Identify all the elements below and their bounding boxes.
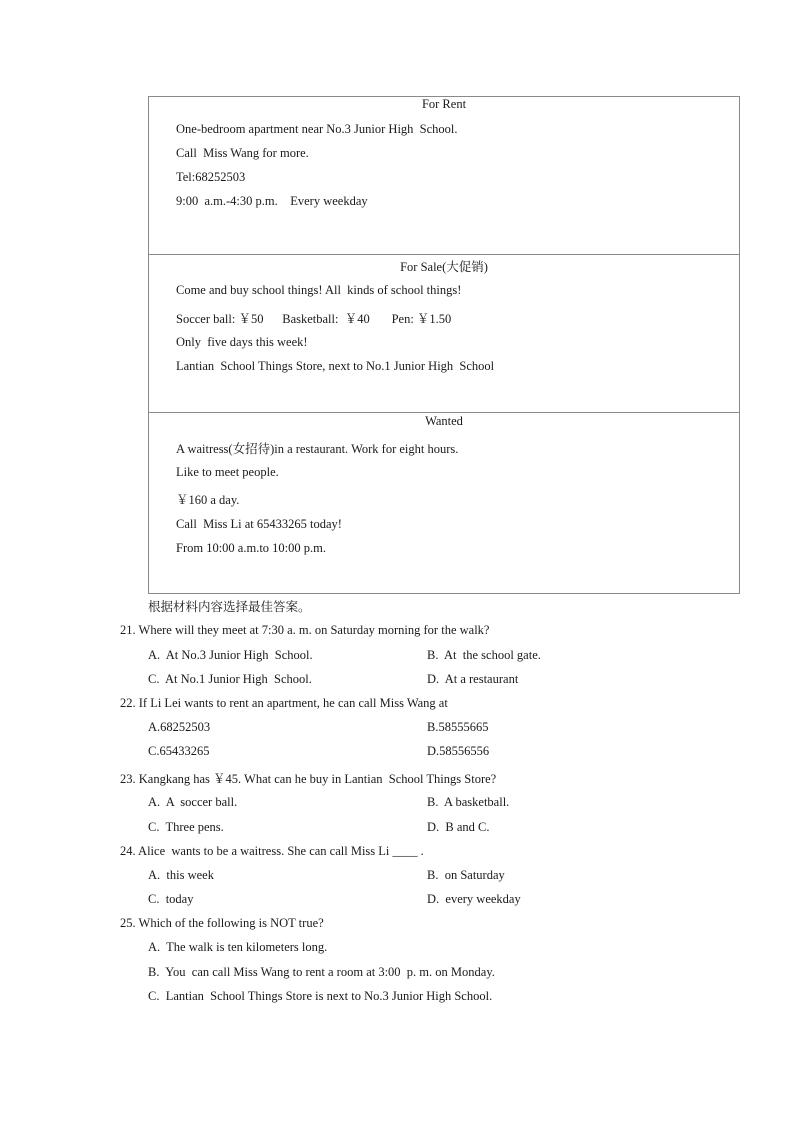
question-text: 22. If Li Lei wants to rent an apartment, he can call Miss Wang at (120, 696, 448, 710)
ad-for-rent (149, 97, 739, 254)
advertisement-box (148, 96, 740, 594)
option-d: D.58556556 (427, 744, 490, 758)
ad-wanted (149, 412, 739, 596)
option-c: C. Lantian School Things Store is next to No.3 Junior High School. (148, 989, 493, 1003)
question-text: 24. Alice wants to be a waitress. She can call Miss Li ____ . (120, 844, 424, 858)
ad-title: For Rent (421, 97, 467, 111)
option-a: A. this week (148, 868, 214, 882)
option-b: B. At the school gate. (427, 648, 541, 662)
option-c: C. today (148, 892, 194, 906)
ad-for-sale (149, 254, 739, 413)
option-b: B. on Saturday (427, 868, 505, 882)
option-b: B. You can call Miss Wang to rent a room at 3:00 p. m. on Monday. (148, 965, 495, 979)
ad-line: Only five days this week! (176, 335, 308, 349)
instruction-prompt: 根据材料内容选择最佳答案。 (148, 600, 311, 614)
ad-line: Lantian School Things Store, next to No.1 Junior High School (176, 359, 495, 373)
ad-line: Tel:68252503 (176, 170, 246, 184)
option-a: A. The walk is ten kilometers long. (148, 940, 328, 954)
option-d: D. B and C. (427, 820, 490, 834)
ad-line: From 10:00 a.m.to 10:00 p.m. (176, 541, 326, 555)
ad-line: Call Miss Wang for more. (176, 146, 309, 160)
ad-title: Wanted (425, 414, 463, 428)
option-b: B.58555665 (427, 720, 489, 734)
ad-line: Come and buy school things! All kinds of school things! (176, 283, 462, 297)
option-a: A. A soccer ball. (148, 795, 238, 809)
ad-line: ￥160 a day. (176, 493, 240, 507)
ad-line: One-bedroom apartment near No.3 Junior High School. (176, 122, 458, 136)
ad-line: A waitress(女招待)in a restaurant. Work for eight hours. (176, 442, 459, 456)
option-a: A.68252503 (148, 720, 211, 734)
ad-line: Soccer ball: ￥50 Basketball: ￥40 Pen: ￥1.50 (176, 312, 452, 326)
ad-line: Call Miss Li at 65433265 today! (176, 517, 342, 531)
option-b: B. A basketball. (427, 795, 510, 809)
question-text: 23. Kangkang has ￥45. What can he buy in Lantian School Things Store? (120, 772, 497, 786)
ad-title: For Sale(大促销) (400, 260, 488, 274)
ad-line: Like to meet people. (176, 465, 279, 479)
option-c: C. At No.1 Junior High School. (148, 672, 312, 686)
question-text: 21. Where will they meet at 7:30 a. m. on Saturday morning for the walk? (120, 623, 490, 637)
option-c: C. Three pens. (148, 820, 224, 834)
question-text: 25. Which of the following is NOT true? (120, 916, 324, 930)
option-d: D. At a restaurant (427, 672, 519, 686)
option-c: C.65433265 (148, 744, 210, 758)
option-a: A. At No.3 Junior High School. (148, 648, 313, 662)
ad-line: 9:00 a.m.-4:30 p.m. Every weekday (176, 194, 368, 208)
option-d: D. every weekday (427, 892, 521, 906)
